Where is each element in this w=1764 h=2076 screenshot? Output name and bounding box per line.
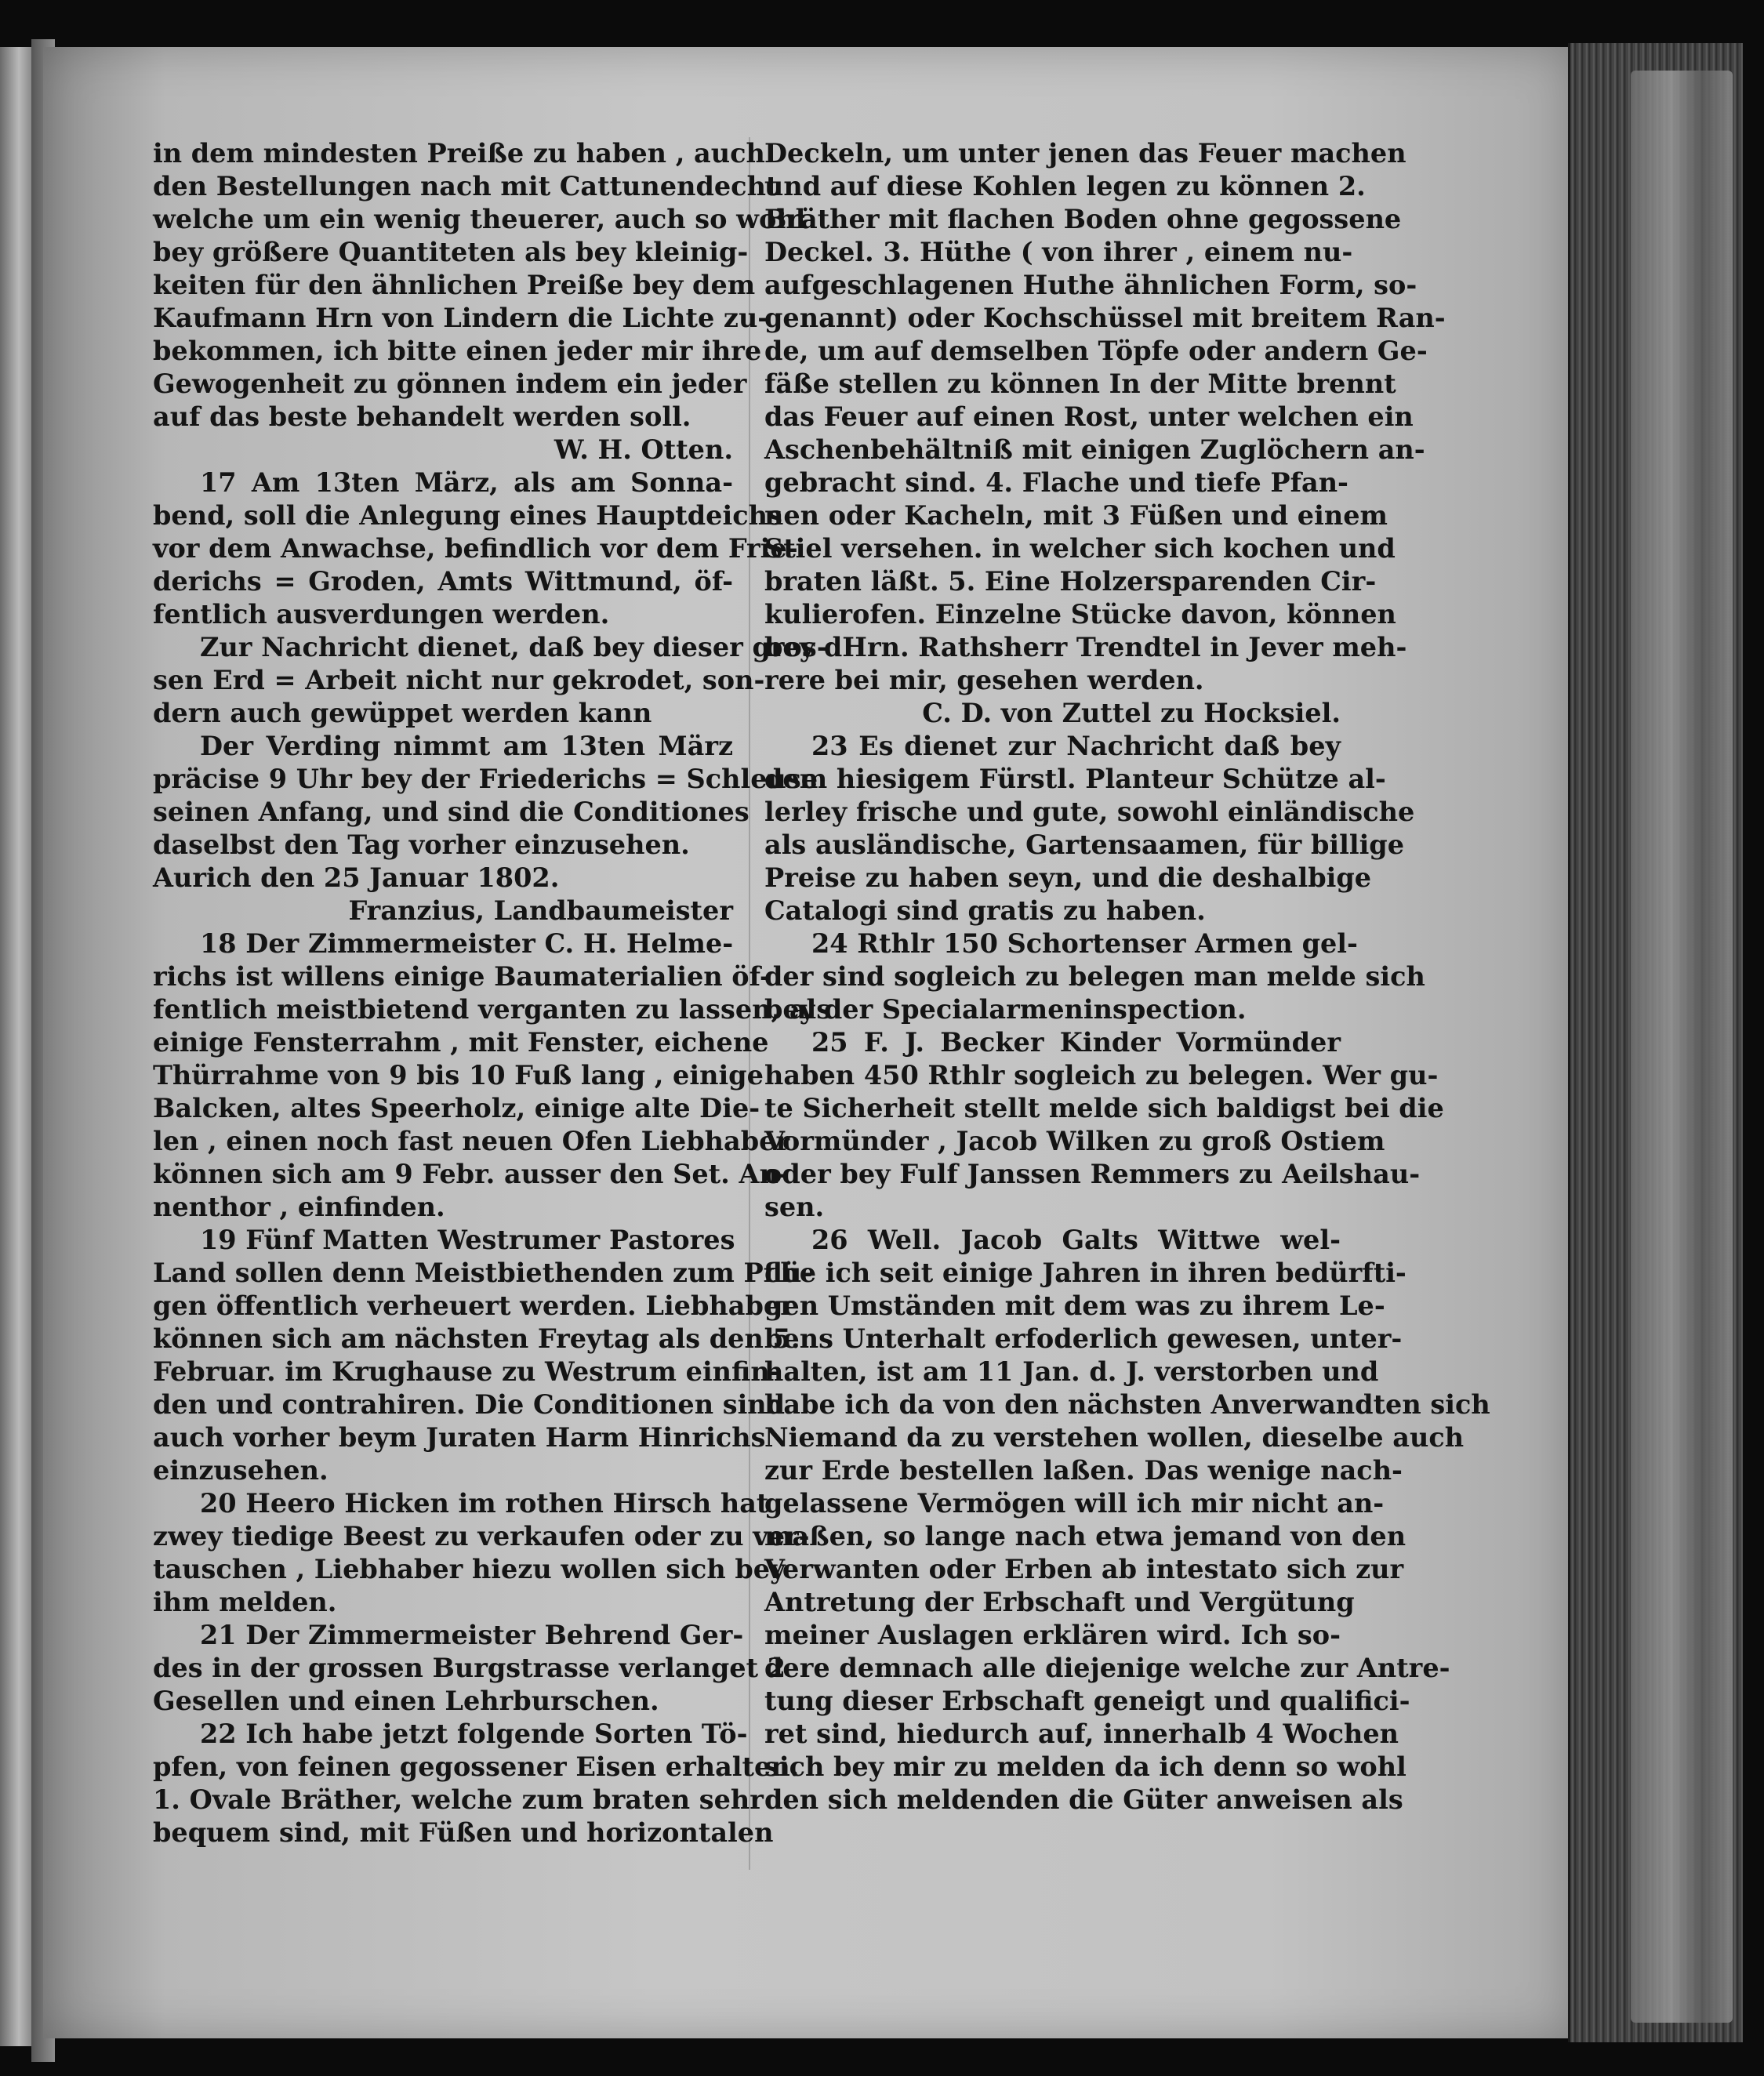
text-line: als ausländische, Gartensaamen, für billige — [764, 829, 1405, 860]
text-line: lerley frische und gute, sowohl einländische — [764, 797, 1415, 827]
text-line: bey der Specialarmeninspection. — [764, 994, 1247, 1025]
text-line: bey dHrn. Rathsherr Trendtel in Jever meh- — [764, 632, 1407, 662]
text-line: den Bestellungen nach mit Cattunendecht — [153, 171, 779, 201]
text-line: sen Erd = Arbeit nicht nur gekrodet, son- — [153, 665, 765, 695]
text-line: pfen, von feinen gegossener Eisen erhalten. — [153, 1751, 800, 1782]
text-line: fentlich meistbietend verganten zu lassen, als — [153, 994, 832, 1025]
text-line: Vormünder , Jacob Wilken zu groß Ostiem — [764, 1126, 1385, 1156]
text-line: de, um auf demselben Töpfe oder andern Ge- — [764, 336, 1428, 366]
text-line: braten läßt. 5. Eine Holzersparenden Cir- — [764, 566, 1377, 597]
text-line: Stiel versehen. in welcher sich kochen und — [764, 533, 1396, 564]
text-line: Land sollen denn Meistbiethenden zum Pflü- — [153, 1258, 813, 1288]
text-line: Franzius, Landbaumeister — [348, 895, 733, 926]
text-line: einzusehen. — [153, 1455, 328, 1486]
text-line: welche um ein wenig theuerer, auch so wohl — [153, 204, 806, 234]
text-line: tauschen , Liebhaber hiezu wollen sich bey — [153, 1554, 786, 1584]
text-line: Kaufmann Hrn von Lindern die Lichte zu- — [153, 303, 769, 333]
text-line: bend, soll die Anlegung eines Hauptdeichs — [153, 500, 782, 531]
text-line: Zur Nachricht dienet, daß bey dieser gros- — [200, 632, 828, 662]
text-line: Catalogi sind gratis zu haben. — [764, 895, 1206, 926]
text-line: Der Verding nimmt am 13ten März — [200, 731, 733, 761]
text-line: Niemand da zu verstehen wollen, dieselbe auch — [764, 1422, 1465, 1453]
text-line: bekommen, ich bitte einen jeder mir ihre — [153, 336, 762, 366]
text-line: ihm melden. — [153, 1587, 337, 1617]
text-line: Aurich den 25 Januar 1802. — [153, 862, 560, 893]
text-line: Balcken, altes Speerholz, einige alte Die- — [153, 1093, 760, 1123]
text-line: und auf diese Kohlen legen zu können 2. — [764, 171, 1366, 201]
text-line: können sich am 9 Febr. ausser den Set. An- — [153, 1159, 789, 1189]
text-line: 17 Am 13ten März, als am Sonna- — [200, 467, 733, 498]
text-line: che ich seit einige Jahren in ihren bedürfti- — [764, 1258, 1406, 1288]
text-line: derichs = Groden, Amts Wittmund, öf- — [153, 566, 733, 597]
text-line: präcise 9 Uhr bey der Friederichs = Schleuse — [153, 764, 818, 794]
text-line: nen oder Kacheln, mit 3 Füßen und einem — [764, 500, 1388, 531]
text-line: sen. — [764, 1192, 825, 1222]
text-line: der sind sogleich zu belegen man melde sich — [764, 961, 1425, 992]
text-line: rere bei mir, gesehen werden. — [764, 665, 1204, 695]
right-text-column — [764, 137, 1490, 1816]
text-line: gelassene Vermögen will ich mir nicht an- — [764, 1488, 1385, 1519]
facing-page-edge — [0, 47, 33, 2046]
text-line: 1. Ovale Bräther, welche zum braten sehr — [153, 1784, 764, 1815]
text-line: oder bey Fulf Janssen Remmers zu Aeilshau- — [764, 1159, 1421, 1189]
text-line: auch vorher beym Juraten Harm Hinrichs — [153, 1422, 766, 1453]
text-line: vor dem Anwachse, befindlich vor dem Frie- — [153, 533, 798, 564]
text-line: len , einen noch fast neuen Ofen Liebhaber — [153, 1126, 790, 1156]
text-line: sich bey mir zu melden da ich denn so wohl — [764, 1751, 1406, 1782]
text-line: einige Fensterrahm , mit Fenster, eichene — [153, 1027, 769, 1058]
text-line: gen Umständen mit dem was zu ihrem Le- — [764, 1290, 1385, 1321]
text-line: des in der grossen Burgstrasse verlanget 2 — [153, 1653, 786, 1683]
text-line: ret sind, hiedurch auf, innerhalb 4 Wochen — [764, 1719, 1399, 1749]
text-line: Preise zu haben seyn, und die deshalbige — [764, 862, 1372, 893]
text-line: den sich meldenden die Güter anweisen als — [764, 1784, 1403, 1815]
text-line: Verwanten oder Erben ab intestato sich zur — [764, 1554, 1404, 1584]
text-line: Deckeln, um unter jenen das Feuer machen — [764, 138, 1406, 169]
text-line: W. H. Otten. — [554, 434, 733, 465]
text-line: fentlich ausverdungen werden. — [153, 599, 610, 630]
text-line: 22 Ich habe jetzt folgende Sorten Tö- — [200, 1719, 748, 1749]
text-line: Antretung der Erbschaft und Vergütung — [764, 1587, 1355, 1617]
text-line: keiten für den ähnlichen Preiße bey dem — [153, 270, 756, 300]
text-line: C. D. von Zuttel zu Hocksiel. — [922, 698, 1341, 728]
text-line: 25 F. J. Becker Kinder Vormünder — [811, 1027, 1341, 1058]
text-line: Aschenbehältniß mit einigen Zuglöchern an- — [764, 434, 1425, 465]
book-cover-edge — [1631, 71, 1733, 2023]
text-line: richs ist willens einige Baumaterialien öf- — [153, 961, 771, 992]
left-text-column — [153, 137, 832, 1849]
text-line: maßen, so lange nach etwa jemand von den — [764, 1521, 1406, 1552]
text-line: halten, ist am 11 Jan. d. J. verstorben und — [764, 1356, 1379, 1387]
text-line: 20 Heero Hicken im rothen Hirsch hat — [200, 1488, 769, 1519]
text-line: bequem sind, mit Füßen und horizontalen — [153, 1817, 774, 1848]
text-line: haben 450 Rthlr sogleich zu belegen. Wer gu- — [764, 1060, 1439, 1091]
text-line: das Feuer auf einen Rost, unter welchen ein — [764, 401, 1414, 432]
text-line: Bräther mit flachen Boden ohne gegossene — [764, 204, 1402, 234]
text-line: gebracht sind. 4. Flache und tiefe Pfan- — [764, 467, 1348, 498]
text-line: tung dieser Erbschaft geneigt und qualifici- — [764, 1686, 1410, 1716]
text-line: 19 Fünf Matten Westrumer Pastores — [200, 1225, 735, 1255]
text-line: 23 Es dienet zur Nachricht daß bey — [811, 731, 1341, 761]
text-line: in dem mindesten Preiße zu haben , auch — [153, 138, 765, 169]
text-line: seinen Anfang, und sind die Conditiones — [153, 797, 750, 827]
text-line: dere demnach alle diejenige welche zur Antre- — [764, 1653, 1450, 1683]
text-line: genannt) oder Kochschüssel mit breitem Ran- — [764, 303, 1446, 333]
text-line: dern auch gewüppet werden kann — [153, 698, 652, 728]
text-line: zur Erde bestellen laßen. Das wenige nach- — [764, 1455, 1403, 1486]
text-line: habe ich da von den nächsten Anverwandten sich — [764, 1389, 1490, 1420]
text-line: te Sicherheit stellt melde sich baldigst bei die — [764, 1093, 1444, 1123]
text-line: Gewogenheit zu gönnen indem ein jeder — [153, 368, 747, 399]
text-line: kulierofen. Einzelne Stücke davon, können — [764, 599, 1396, 630]
text-line: nenthor , einfinden. — [153, 1192, 445, 1222]
text-line: bens Unterhalt erfoderlich gewesen, unter- — [764, 1323, 1403, 1354]
text-line: bey größere Quantiteten als bey kleinig- — [153, 237, 749, 267]
text-line: aufgeschlagenen Huthe ähnlichen Form, so- — [764, 270, 1417, 300]
text-line: Februar. im Krughause zu Westrum einfin- — [153, 1356, 781, 1387]
text-line: Thürrahme von 9 bis 10 Fuß lang , einige — [153, 1060, 764, 1091]
text-line: fäße stellen zu können In der Mitte brennt — [764, 368, 1396, 399]
text-line: können sich am nächsten Freytag als den 5. — [153, 1323, 800, 1354]
text-line: den und contrahiren. Die Conditionen sind — [153, 1389, 786, 1420]
text-line: auf das beste behandelt werden soll. — [153, 401, 691, 432]
text-line: 26 Well. Jacob Galts Wittwe wel- — [811, 1225, 1341, 1255]
text-line: 21 Der Zimmermeister Behrend Ger- — [200, 1620, 744, 1650]
text-line: Deckel. 3. Hüthe ( von ihrer , einem nu- — [764, 237, 1353, 267]
text-line: 24 Rthlr 150 Schortenser Armen gel- — [811, 928, 1358, 959]
text-line: zwey tiedige Beest zu verkaufen oder zu ver- — [153, 1521, 810, 1552]
text-line: Gesellen und einen Lehrburschen. — [153, 1686, 659, 1716]
text-line: 18 Der Zimmermeister C. H. Helme- — [200, 928, 734, 959]
text-line: daselbst den Tag vorher einzusehen. — [153, 829, 690, 860]
text-line: dem hiesigem Fürstl. Planteur Schütze al- — [764, 764, 1386, 794]
text-line: meiner Auslagen erklären wird. Ich so- — [764, 1620, 1341, 1650]
text-line: gen öffentlich verheuert werden. Liebhaber — [153, 1290, 794, 1321]
